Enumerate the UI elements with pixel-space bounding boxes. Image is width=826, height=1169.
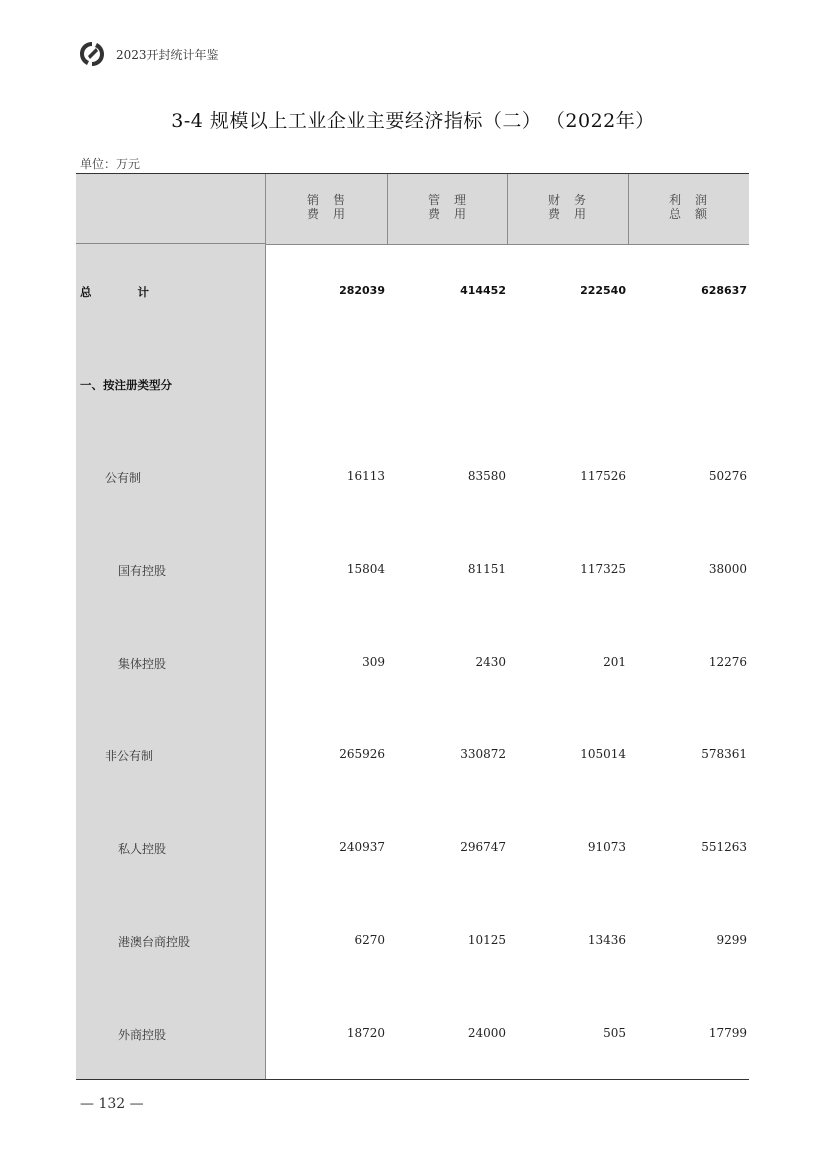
table-cell: 330872 — [460, 747, 506, 761]
table-cell: 578361 — [701, 747, 747, 761]
col-header-sales-expense — [266, 193, 386, 221]
col-header-line: 总额 — [668, 207, 721, 221]
col-header-line: 利润 — [668, 193, 721, 207]
table-cell: 9299 — [716, 933, 747, 947]
table-cell: 13436 — [587, 933, 626, 947]
table-cell: 117325 — [580, 562, 626, 576]
row-label: 公有制 — [105, 471, 142, 485]
table-title — [0, 106, 826, 133]
table-cell: 81151 — [467, 562, 506, 576]
col-header-line: 管理 — [427, 193, 480, 207]
row-label: 集体控股 — [118, 657, 167, 671]
table-cell: 105014 — [580, 747, 626, 761]
table-cell: 16113 — [346, 469, 385, 483]
col-header-line: 费用 — [427, 207, 480, 221]
data-table — [76, 173, 749, 1081]
table-top-rule — [76, 173, 749, 174]
col-header-line: 费用 — [547, 207, 600, 221]
table-cell: 18720 — [346, 1026, 385, 1040]
running-header — [76, 38, 219, 70]
table-cell: 296747 — [460, 840, 506, 854]
table-cell: 505 — [603, 1026, 626, 1040]
table-cell: 628637 — [701, 284, 747, 297]
table-cell: 17799 — [708, 1026, 747, 1040]
row-label: 国有控股 — [118, 564, 167, 578]
table-cell: 10125 — [467, 933, 506, 947]
row-label-total: 总 计 — [80, 285, 149, 299]
col-header-total-profit — [628, 193, 748, 221]
row-label-section: 一、按注册类型分 — [80, 378, 172, 392]
row-label: 外商控股 — [118, 1028, 167, 1042]
table-cell: 551263 — [701, 840, 747, 854]
table-title-year: （2022年） — [555, 110, 655, 132]
stub-header-divider — [76, 243, 265, 244]
book-title: 2023开封统计年鉴 — [116, 47, 219, 62]
yearbook-logo-icon — [76, 38, 108, 70]
table-cell: 222540 — [580, 284, 626, 297]
table-cell: 201 — [603, 655, 626, 669]
table-cell: 414452 — [460, 284, 506, 297]
table-cell: 83580 — [467, 469, 506, 483]
page-number: — 132 — — [80, 1096, 144, 1112]
unit-label: 单位：万元 — [80, 157, 141, 171]
table-bottom-rule — [76, 1079, 749, 1080]
row-label: 非公有制 — [105, 749, 154, 763]
table-cell: 38000 — [708, 562, 747, 576]
table-cell: 2430 — [475, 655, 506, 669]
table-cell: 6270 — [354, 933, 385, 947]
row-label: 私人控股 — [118, 842, 167, 856]
col-header-line: 费用 — [306, 207, 359, 221]
table-cell: 117526 — [580, 469, 626, 483]
row-label: 港澳台商控股 — [118, 935, 191, 949]
table-title-main: 3-4 规模以上工业企业主要经济指标（二） — [171, 110, 542, 132]
table-cell: 265926 — [339, 747, 385, 761]
table-cell: 282039 — [339, 284, 385, 297]
table-cell: 15804 — [346, 562, 385, 576]
table-cell: 24000 — [467, 1026, 506, 1040]
col-header-admin-expense — [387, 193, 507, 221]
table-cell: 309 — [362, 655, 385, 669]
table-cell: 240937 — [339, 840, 385, 854]
col-header-line: 财务 — [547, 193, 600, 207]
table-cell: 91073 — [587, 840, 626, 854]
col-header-finance-expense — [507, 193, 627, 221]
table-cell: 12276 — [708, 655, 747, 669]
table-cell: 50276 — [708, 469, 747, 483]
col-header-line: 销售 — [306, 193, 359, 207]
